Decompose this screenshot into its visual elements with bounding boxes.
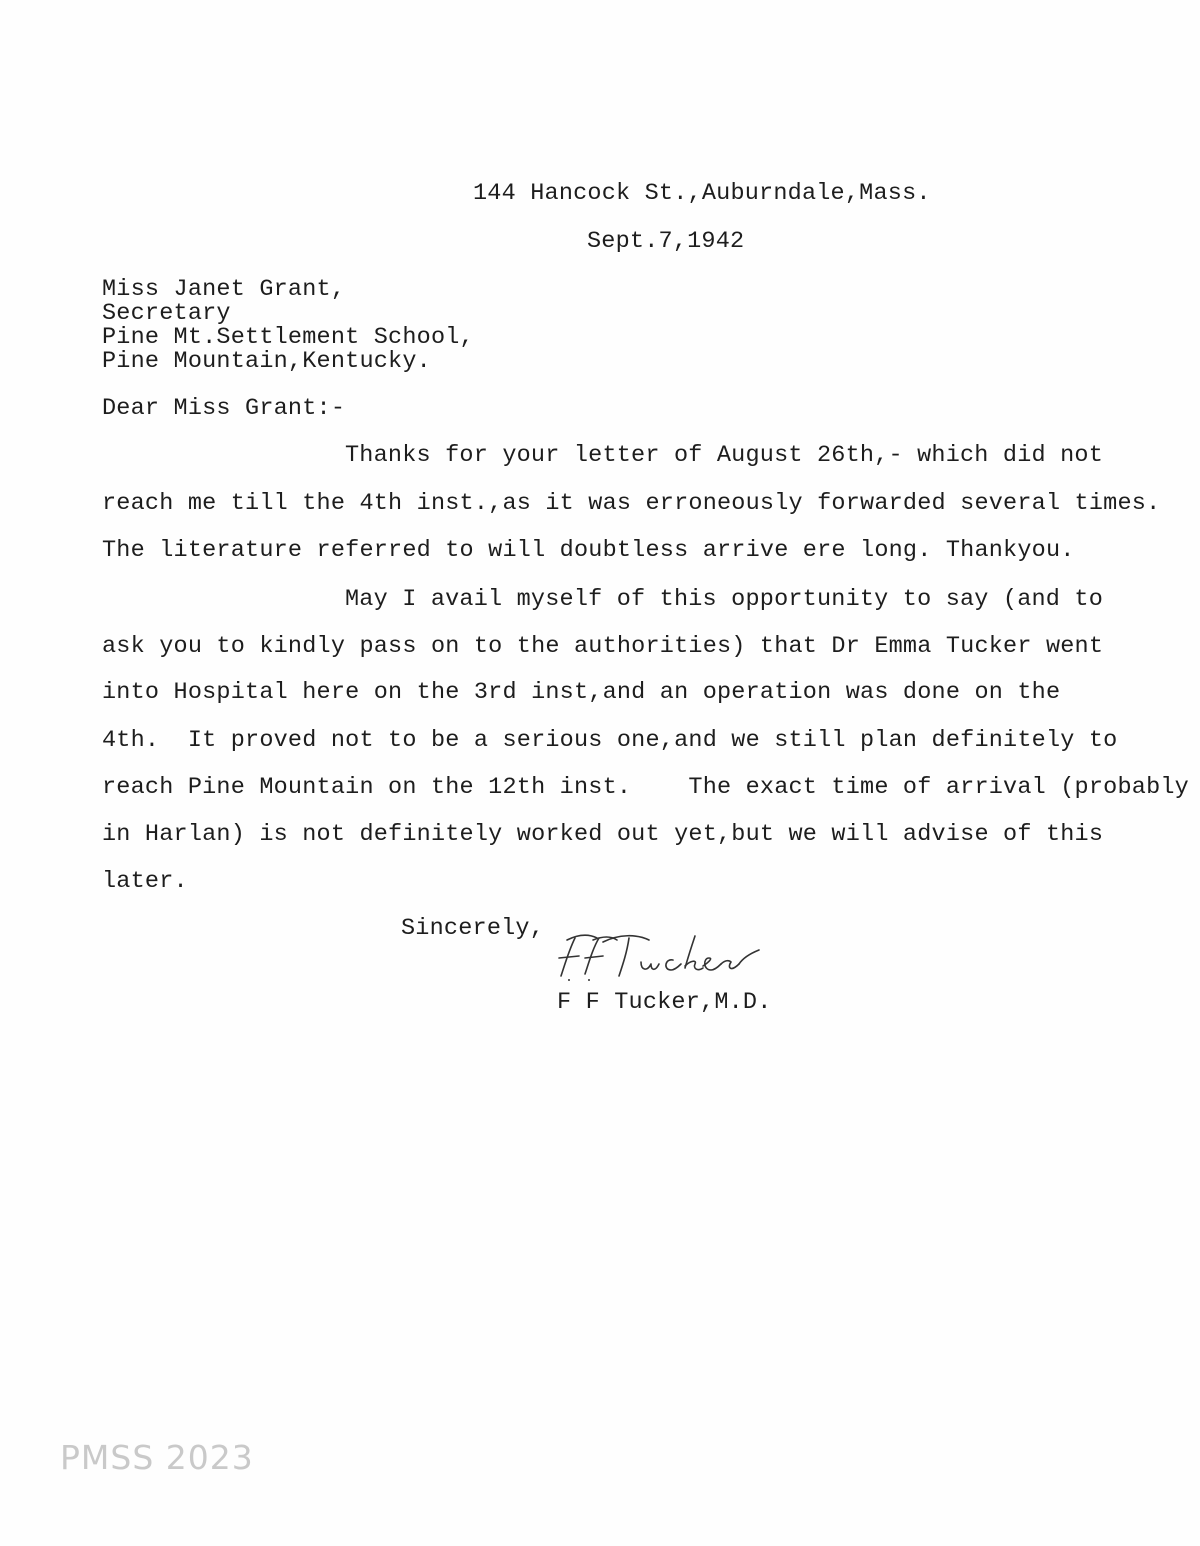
body-line: ask you to kindly pass on to the authorities) that Dr Emma Tucker went (102, 633, 1104, 660)
body-line: The literature referred to will doubtless arrive ere long. Thankyou. (102, 537, 1075, 564)
signer-name: F F Tucker,M.D. (557, 989, 772, 1016)
body-line: May I avail myself of this opportunity to say (and to (345, 586, 1104, 613)
body-line: reach me till the 4th inst.,as it was erroneously forwarded several times. (102, 490, 1161, 517)
handwritten-signature (545, 928, 765, 992)
body-line: in Harlan) is not definitely worked out yet,but we will advise of this (102, 821, 1104, 848)
archive-watermark: PMSS 2023 (60, 1438, 254, 1477)
recipient-line: Secretary (102, 300, 231, 327)
body-line: 4th. It proved not to be a serious one,and we still plan definitely to (102, 727, 1118, 754)
body-line: into Hospital here on the 3rd inst,and an operation was done on the (102, 679, 1061, 706)
sender-address: 144 Hancock St.,Auburndale,Mass. (473, 180, 931, 207)
body-line: later. (102, 868, 188, 895)
salutation: Dear Miss Grant:- (102, 395, 346, 422)
recipient-line: Pine Mt.Settlement School, (102, 324, 474, 351)
recipient-line: Pine Mountain,Kentucky. (102, 348, 431, 375)
body-line: Thanks for your letter of August 26th,- which did not (345, 442, 1104, 469)
letter-date: Sept.7,1942 (587, 228, 745, 255)
closing: Sincerely, (401, 915, 545, 942)
recipient-line: Miss Janet Grant, (102, 276, 346, 303)
body-line: reach Pine Mountain on the 12th inst. The exact time of arrival (probably (102, 774, 1189, 801)
